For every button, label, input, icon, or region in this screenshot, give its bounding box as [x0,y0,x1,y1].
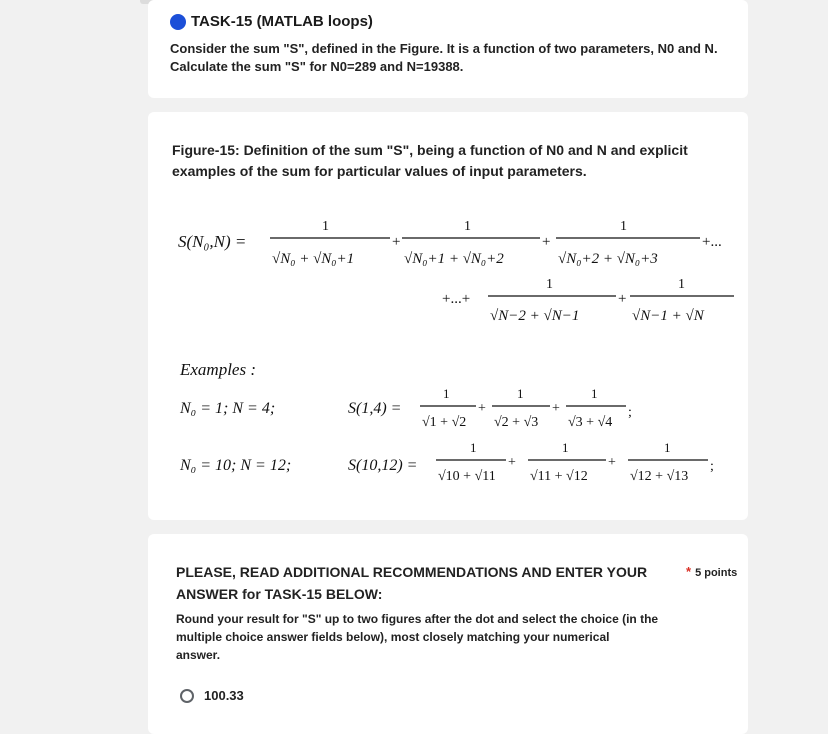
plus-sign: + [392,234,401,250]
formula-numerator: 1 [322,219,329,234]
question-body-line1: Round your result for "S" up to two figures after the dot and select the choice (in the [176,612,659,626]
plus-ellipsis-plus: +...+ [442,291,471,307]
examples-label: Examples : [180,360,257,379]
task-description-line2: Calculate the sum "S" for N0=289 and N=19388. [170,59,464,74]
example-numerator: 1 [591,386,598,401]
example-numerator: 1 [443,386,450,401]
example-denominator: √3 + √4 [568,415,613,430]
formula-denominator: √N₀+2 + √N₀+3 [558,251,658,267]
question-heading [176,561,666,605]
plus-sign: + [508,455,516,470]
formula-lhs: S(N₀,N) = [178,232,247,251]
choice-option[interactable] [180,688,244,703]
radio-button[interactable] [180,689,194,703]
section-dot-icon [170,14,186,30]
task-title: TASK-15 (MATLAB loops) [191,13,373,30]
formula-denominator: √N−2 + √N−1 [490,308,580,324]
question-body-line3: answer. [176,648,221,662]
formula-numerator: 1 [678,277,685,292]
example-numerator: 1 [470,440,477,455]
plus-sign: + [542,234,551,250]
formula-svg [160,208,750,508]
task-description [170,40,740,76]
example-denominator: √2 + √3 [494,415,539,430]
terminator: ; [628,405,632,420]
plus-sign: + [478,401,486,416]
question-heading-line2: ANSWER for TASK-15 BELOW: [176,586,383,602]
formula-numerator: 1 [546,277,553,292]
question-heading-line1: PLEASE, READ ADDITIONAL RECOMMENDATIONS AND ENTER YOUR [176,564,648,580]
points-indicator [686,564,737,579]
plus-sign: + [618,291,627,307]
example2-lhs: S(10,12) = [348,457,418,474]
figure-caption [172,140,732,182]
example-numerator: 1 [562,440,569,455]
formula-figure [160,208,750,508]
terminator: ; [710,459,714,474]
figure-caption-line2: examples of the sum for particular values of input parameters. [172,163,587,179]
formula-numerator: 1 [620,219,627,234]
formula-denominator: √N−1 + √N [632,308,704,324]
points-label: 5 points [695,567,738,579]
example2-params: N₀ = 10; N = 12; [180,457,292,474]
question-body-line2: multiple choice answer fields below), most closely matching your numerical [176,630,610,644]
example-numerator: 1 [517,386,524,401]
example-denominator: √12 + √13 [630,469,689,484]
formula-denominator: √N₀ + √N₀+1 [272,251,355,267]
question-body [176,610,696,664]
formula-numerator: 1 [464,219,471,234]
choice-label[interactable]: 100.33 [204,688,244,703]
plus-sign: + [608,455,616,470]
example1-params: N₀ = 1; N = 4; [180,400,276,417]
task-description-line1: Consider the sum "S", defined in the Figure. It is a function of two parameters, N0 and N. [170,41,718,56]
plus-sign: + [552,401,560,416]
ellipsis-plus: +... [702,234,722,250]
example1-lhs: S(1,4) = [348,400,402,417]
figure-caption-line1: Figure-15: Definition of the sum "S", being a function of N0 and N and explicit [172,142,688,158]
example-denominator: √10 + √11 [438,469,496,484]
example-denominator: √1 + √2 [422,415,467,430]
example-numerator: 1 [664,440,671,455]
required-star-icon: * [686,564,692,579]
formula-denominator: √N₀+1 + √N₀+2 [404,251,504,267]
task-title-row [170,13,373,30]
example-denominator: √11 + √12 [530,469,588,484]
